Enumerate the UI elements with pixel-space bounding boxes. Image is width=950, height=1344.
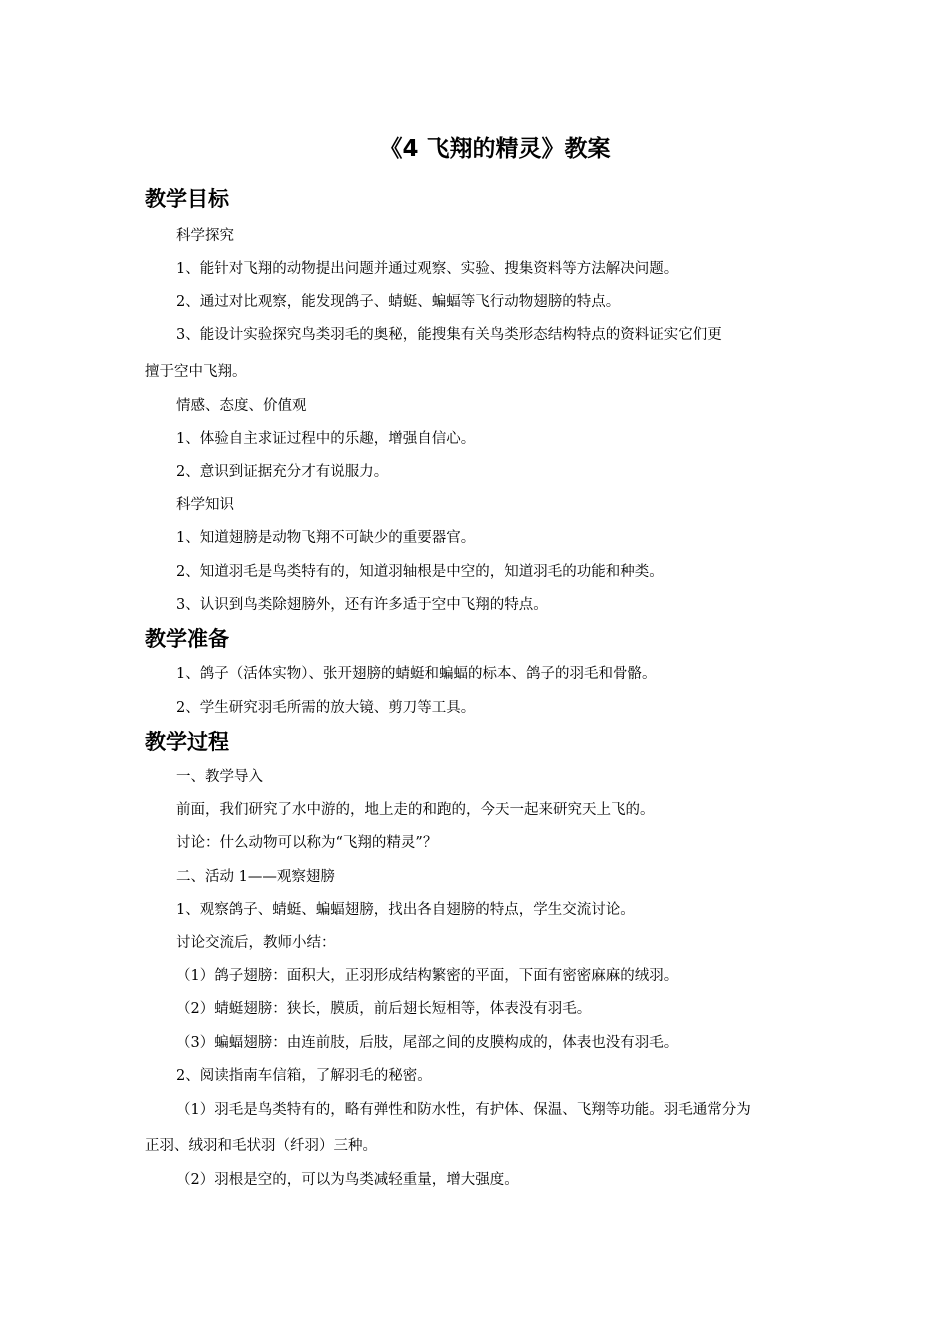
subheading-attitude: 情感、态度、价值观 xyxy=(176,398,307,414)
paragraph: 2、知道羽毛是鸟类特有的，知道羽轴根是中空的，知道羽毛的功能和种类。 xyxy=(176,564,664,580)
paragraph: 2、阅读指南车信箱，了解羽毛的秘密。 xyxy=(176,1068,432,1084)
list-item: （2）羽根是空的，可以为鸟类减轻重量，增大强度。 xyxy=(176,1172,519,1188)
paragraph: 1、知道翅膀是动物飞翔不可缺少的重要器官。 xyxy=(176,530,476,546)
document-title: 《4 飞翔的精灵》教案 xyxy=(379,136,611,162)
list-item: （3）蝙蝠翅膀：由连前肢，后肢，尾部之间的皮膜构成的，体表也没有羽毛。 xyxy=(176,1035,679,1051)
paragraph: 讨论交流后，教师小结： xyxy=(176,935,336,951)
paragraph: 1、体验自主求证过程中的乐趣，增强自信心。 xyxy=(176,431,476,447)
heading-teaching-process: 教学过程 xyxy=(145,730,229,754)
paragraph: 1、观察鸽子、蜻蜓、蝙蝠翅膀，找出各自翅膀的特点，学生交流讨论。 xyxy=(176,902,635,918)
list-item: （1）羽毛是鸟类特有的，略有弹性和防水性，有护体、保温、飞翔等功能。羽毛通常分为 xyxy=(176,1102,751,1118)
paragraph: 1、鸽子（活体实物）、张开翅膀的蜻蜓和蝙蝠的标本、鸽子的羽毛和骨骼。 xyxy=(176,666,657,682)
heading-teaching-preparation: 教学准备 xyxy=(145,627,229,651)
paragraph: 3、能设计实验探究鸟类羽毛的奥秘，能搜集有关鸟类形态结构特点的资料证实它们更 xyxy=(176,327,722,343)
paragraph: 2、意识到证据充分才有说服力。 xyxy=(176,464,389,480)
heading-teaching-goals: 教学目标 xyxy=(145,187,229,211)
paragraph-continuation: 擅于空中飞翔。 xyxy=(145,364,247,380)
list-item: （2）蜻蜓翅膀：狭长，膜质，前后翅长短相等，体表没有羽毛。 xyxy=(176,1001,592,1017)
subheading-science-inquiry: 科学探究 xyxy=(176,228,234,244)
paragraph: 2、学生研究羽毛所需的放大镜、剪刀等工具。 xyxy=(176,700,476,716)
subheading-science-knowledge: 科学知识 xyxy=(176,497,234,513)
paragraph: 前面，我们研究了水中游的，地上走的和跑的，今天一起来研究天上飞的。 xyxy=(176,802,655,818)
paragraph-continuation: 正羽、绒羽和毛状羽（纤羽）三种。 xyxy=(145,1138,377,1154)
subheading-activity-1: 二、活动 1——观察翅膀 xyxy=(176,869,335,885)
subheading-introduction: 一、教学导入 xyxy=(176,769,263,785)
list-item: （1）鸽子翅膀：面积大，正羽形成结构繁密的平面，下面有密密麻麻的绒羽。 xyxy=(176,968,679,984)
paragraph: 2、通过对比观察，能发现鸽子、蜻蜓、蝙蝠等飞行动物翅膀的特点。 xyxy=(176,294,621,310)
paragraph: 1、能针对飞翔的动物提出问题并通过观察、实验、搜集资料等方法解决问题。 xyxy=(176,261,679,277)
paragraph: 3、认识到鸟类除翅膀外，还有许多适于空中飞翔的特点。 xyxy=(176,597,548,613)
paragraph: 讨论：什么动物可以称为“飞翔的精灵”？ xyxy=(176,835,438,851)
